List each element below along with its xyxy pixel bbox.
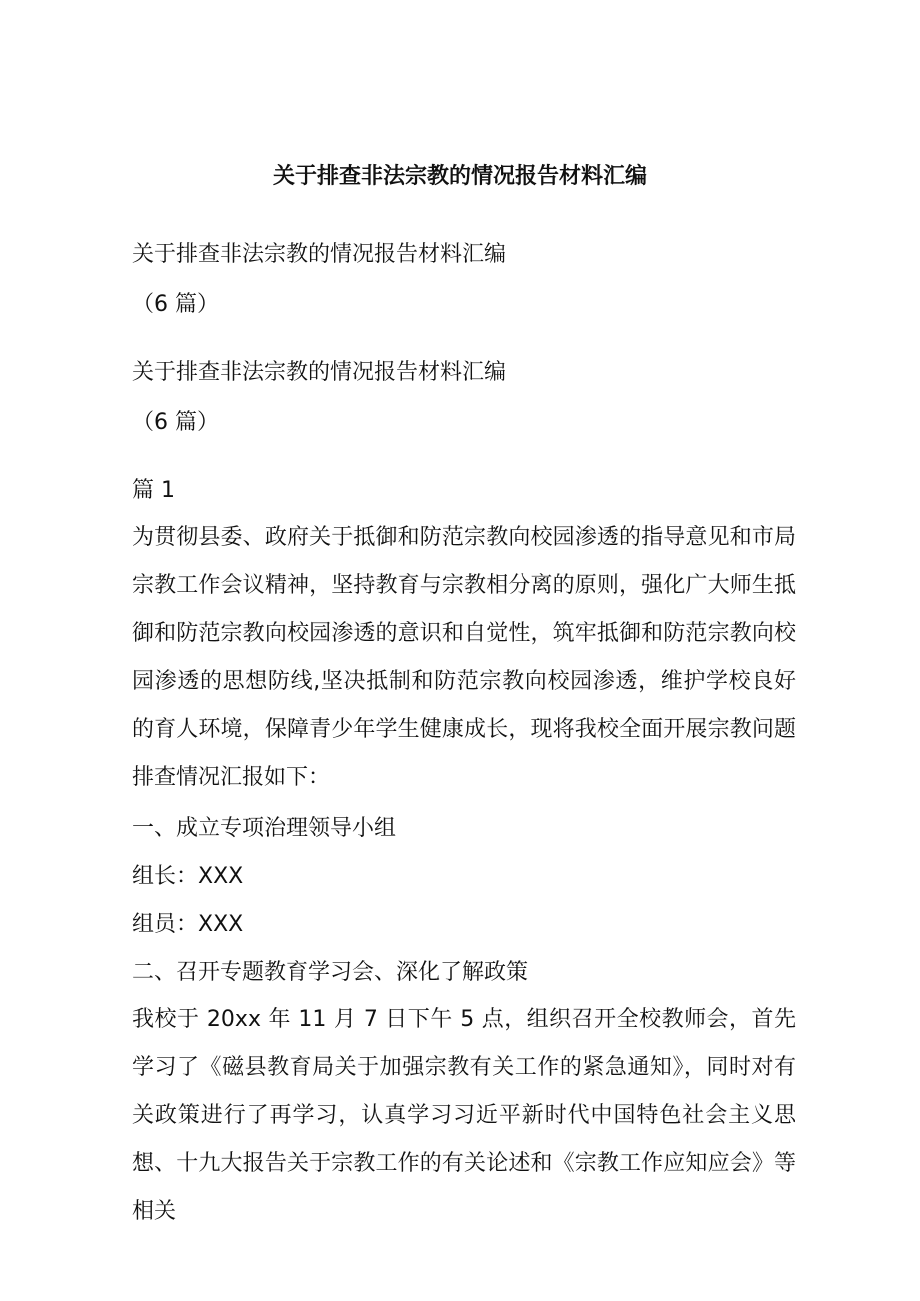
document-title: 关于排查非法宗教的情况报告材料汇编 [272, 164, 647, 189]
member-line: 组员：XXX [132, 912, 244, 937]
section-heading-1: 一、成立专项治理领导小组 [132, 816, 397, 841]
section-heading-2: 二、召开专题教育学习会、深化了解政策 [132, 960, 529, 985]
paragraph-intro: 为贯彻县委、政府关于抵御和防范宗教向校园渗透的指导意见和市局宗教工作会议精神，坚持教育与宗教相分离的原则，强化广大师生抵御和防范宗教向校园渗透的意识和自觉性，筑牢抵御和防范宗教向校园渗透的思想防线,坚决抵制和防范宗教向校园渗透，维护学校良好的育人环境，保障青少年学生健康成长，现将我校全面开展宗教问题排查情况汇报如下： [132, 525, 796, 790]
chapter-label: 篇 1 [132, 478, 175, 503]
count-1: （6 篇） [132, 292, 219, 317]
subtitle-1: 关于排查非法宗教的情况报告材料汇编 [132, 242, 507, 267]
subtitle-2: 关于排查非法宗教的情况报告材料汇编 [132, 360, 507, 385]
paragraph-meeting: 我校于 20xx 年 11 月 7 日下午 5 点，组织召开全校教师会，首先学习了《磁县教育局关于加强宗教有关工作的紧急通知》，同时对有关政策进行了再学习，认真学习习近平新时代中国特色社会主义思想、十九大报告关于宗教工作的有关论述和《宗教工作应知应会》等相关 [132, 1007, 796, 1224]
count-2: （6 篇） [132, 410, 219, 435]
leader-line: 组长：XXX [132, 864, 244, 889]
